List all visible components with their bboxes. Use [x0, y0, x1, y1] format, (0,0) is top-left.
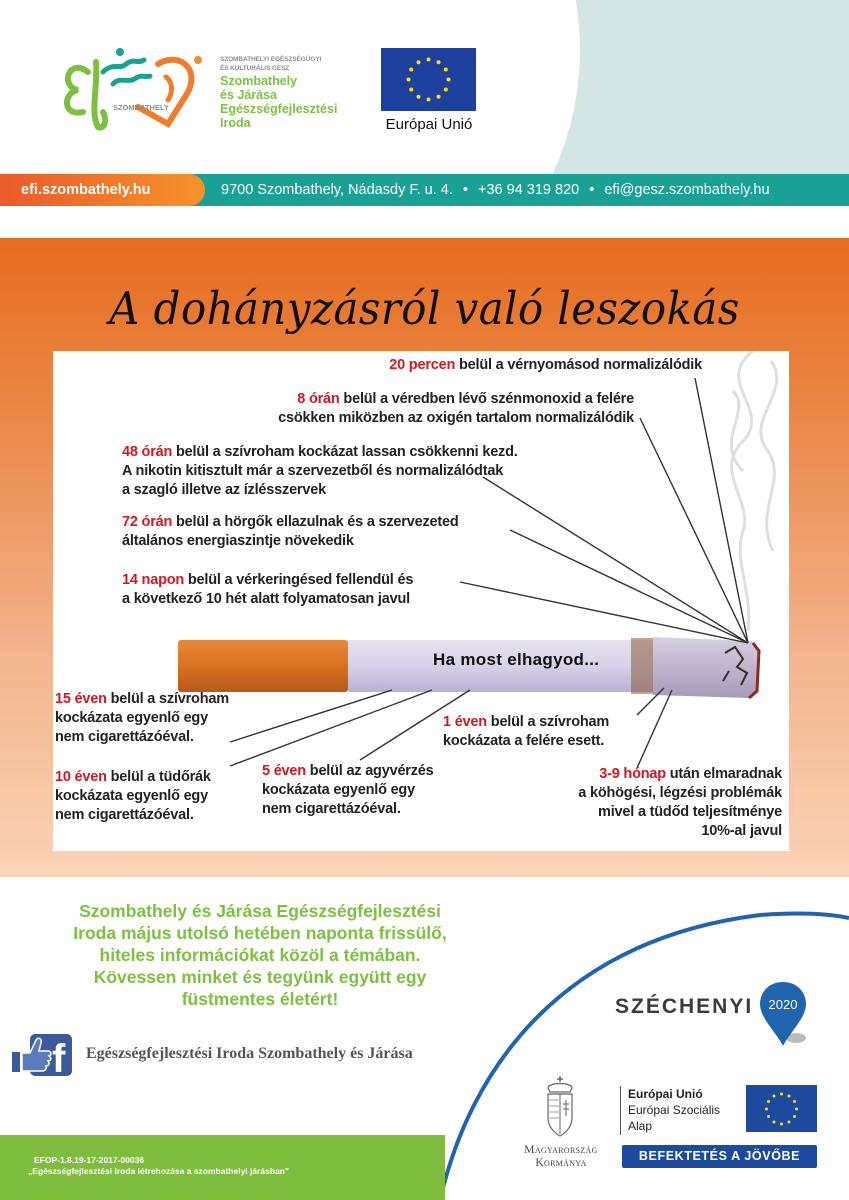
promo-line: Szombathely és Járása Egészségfejlesztési [79, 901, 441, 921]
address: 9700 Szombathely, Nádasdy F. u. 4. [221, 182, 453, 198]
eu-fund-line: Európai Szociális [628, 1103, 721, 1117]
org-caption [220, 55, 321, 73]
fact-48-oran: 48 órán belül a szívroham kockázat lassan csökkenni kezd. A nikotin kitisztult már a szervezetből és normalizálódtak a szagló illetve az ízlésszervek [122, 444, 518, 498]
eu-fund-line: Alap [628, 1119, 653, 1133]
promo-line: hiteles információkat közöl a témában. [99, 945, 421, 965]
fact-highlight: 15 éven [55, 691, 107, 707]
org-caption-line2: ÉS KULTURÁLIS GESZ [220, 65, 290, 72]
contact-info [221, 174, 770, 206]
org-name [220, 74, 337, 130]
org-name-line1: Szombathely [220, 74, 298, 88]
fact-5-even: 5 éven belül az agyvérzés kockázata egyenlő egy nem cigarettázóéval. [262, 763, 434, 817]
separator: • [462, 182, 468, 198]
szechenyi-pin-icon [758, 980, 808, 1052]
fact-highlight: 48 órán [122, 444, 173, 460]
org-name-line3: Egészségfejlesztési [220, 102, 338, 116]
szechenyi-wordmark: SZÉCHENYI [615, 995, 754, 1018]
eu-flag-icon [746, 1085, 817, 1132]
szechenyi-year: 2020 [768, 997, 798, 1012]
efi-logo-icon [58, 42, 208, 134]
fact-highlight: 14 napon [122, 572, 185, 588]
eu-fund-title: Európai Unió [628, 1087, 703, 1101]
promo-line: füstmentes életért! [181, 989, 339, 1009]
infographic-title: A dohányzásról való leszokás [109, 282, 740, 335]
fact-3-9-honap: 3-9 hónap után elmaradnak a köhögési, légzési problémák mivel a tüdőd teljesítménye 10%-al javul [578, 766, 782, 839]
org-name-line2: és Járása [220, 88, 278, 102]
government-label: Magyarország Kormánya [524, 1144, 598, 1169]
fact-72-oran: 72 órán belül a hörgők ellazulnak és a szervezeted általános energiaszintje növekedik [122, 514, 459, 549]
hungarian-coat-of-arms-icon [542, 1074, 578, 1140]
fact-highlight: 1 éven [443, 714, 487, 730]
svg-text:f: f [52, 1037, 66, 1076]
cigarette-label: Ha most elhagyod... [433, 650, 600, 669]
email-link[interactable]: efi@gesz.szombathely.hu [604, 182, 770, 198]
website-link[interactable]: efi.szombathely.hu [0, 174, 205, 206]
fact-10-even: 10 éven belül a tüdőrák kockázata egyenlő egy nem cigarettázóéval. [55, 769, 211, 823]
fact-highlight: 3-9 hónap [599, 766, 666, 782]
invest-in-future-banner: BEFEKTETÉS A JÖVŐBE [622, 1145, 817, 1168]
project-title: „Egészségfejlesztési Iroda létrehozása a szombathelyi járásban" [28, 1166, 290, 1176]
fact-1-even: 1 éven belül a szívroham kockázata a felére esett. [443, 714, 610, 749]
eu-stars [407, 58, 451, 102]
project-code: EFOP-1.8.19-17-2017-00036 [34, 1155, 145, 1165]
fact-highlight: 10 éven [55, 769, 107, 785]
fact-highlight: 8 órán [297, 391, 340, 407]
eu-flag-icon [381, 48, 476, 111]
fact-20-percen: 20 percen belül a vérnyomásod normalizálódik [389, 357, 702, 373]
smoke-icon [731, 351, 776, 631]
logo-wordmark: SZOMBATHELY [113, 103, 169, 112]
separator: • [589, 182, 595, 198]
org-name-line4: Iroda [220, 116, 251, 130]
promo-line: Iroda május utolsó hetében naponta frissülő, [73, 923, 447, 943]
fact-highlight: 72 órán [122, 514, 173, 530]
fact-8-oran: 8 órán belül a véredben lévő szénmonoxid a felére csökken miközben az oxigén tartalom normalizálódik [278, 391, 634, 426]
fact-highlight: 5 éven [262, 763, 306, 779]
fact-highlight: 20 percen [389, 357, 456, 373]
eu-label: Európai Unió [385, 116, 473, 133]
promo-line: Kövessen minket és tegyünk együtt egy [93, 967, 427, 987]
fact-15-even: 15 éven belül a szívroham kockázata egyenlő egy nem cigarettázóéval. [55, 691, 229, 745]
facebook-like-icon[interactable] [12, 1034, 72, 1076]
fact-14-napon: 14 napon belül a vérkeringésed fellendül és a következő 10 hét alatt folyamatosan javul [122, 572, 414, 607]
phone-link[interactable]: +36 94 319 820 [478, 182, 580, 198]
promo-text [30, 900, 490, 1010]
org-caption-line1: SZOMBATHELYI EGÉSZSÉGÜGYI [220, 56, 322, 63]
divider [620, 1086, 621, 1135]
facebook-page-link[interactable]: Egészségfejlesztési Iroda Szombathely és Járása [86, 1045, 413, 1062]
